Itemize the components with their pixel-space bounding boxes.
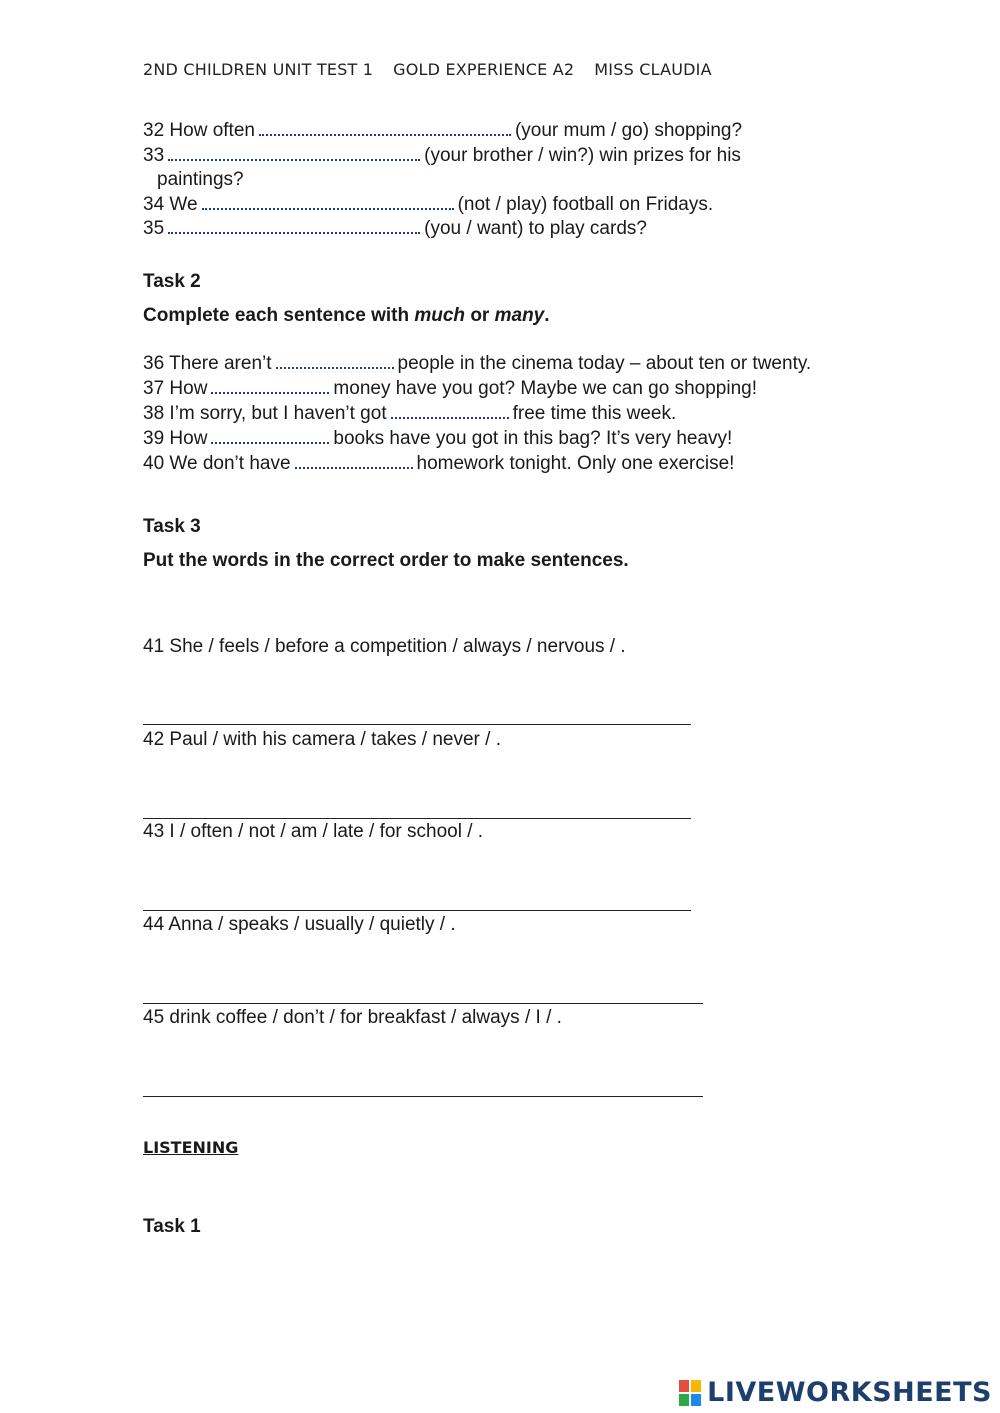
answer-line-43[interactable] [143, 910, 691, 911]
question-37: 37 How money have you got? Maybe we can go shopping! [143, 378, 757, 399]
answer-line-45[interactable] [143, 1096, 703, 1097]
answer-blank-34[interactable] [202, 192, 454, 210]
answer-blank-38[interactable] [391, 401, 509, 419]
listening-task1-title: Task 1 [143, 1216, 201, 1237]
question-32: 32 How often (your mum / go) shopping? [143, 120, 743, 141]
listening-heading: LISTENING [143, 1138, 239, 1157]
answer-blank-37[interactable] [211, 376, 329, 394]
answer-blank-39[interactable] [211, 426, 329, 444]
question-45: 45 drink coffee / don’t / for breakfast / always / I / . [143, 1007, 562, 1028]
question-33-continuation: paintings? [157, 169, 244, 190]
question-41: 41 She / feels / before a competition / always / nervous / . [143, 636, 626, 657]
question-43: 43 I / often / not / am / late / for school / . [143, 821, 484, 842]
question-35: 35 (you / want) to play cards? [143, 218, 647, 239]
answer-blank-40[interactable] [295, 451, 413, 469]
task3-instructions: Put the words in the correct order to make sentences. [143, 550, 629, 571]
liveworksheets-logo [679, 1377, 992, 1408]
answer-line-41[interactable] [143, 724, 691, 725]
answer-line-42[interactable] [143, 818, 691, 819]
question-36: 36 There aren’t people in the cinema today – about ten or twenty. [143, 353, 812, 374]
question-33: 33 (your brother / win?) win prizes for his [143, 145, 741, 166]
header-teacher: MISS CLAUDIA [594, 60, 712, 79]
header-unit-test: 2ND CHILDREN UNIT TEST 1 [143, 60, 374, 79]
answer-blank-35[interactable] [168, 216, 420, 234]
question-40: 40 We don’t have homework tonight. Only one exercise! [143, 453, 735, 474]
answer-blank-33[interactable] [168, 143, 420, 161]
question-34: 34 We (not / play) football on Fridays. [143, 194, 714, 215]
answer-blank-36[interactable] [276, 351, 394, 369]
answer-blank-32[interactable] [259, 118, 511, 136]
answer-line-44[interactable] [143, 1003, 703, 1004]
question-44: 44 Anna / speaks / usually / quietly / . [143, 914, 456, 935]
task3-title: Task 3 [143, 516, 201, 537]
task2-title: Task 2 [143, 271, 201, 292]
question-39: 39 How books have you got in this bag? It’s very heavy! [143, 428, 733, 449]
liveworksheets-logo-text: LIVEWORKSHEETS [707, 1377, 992, 1408]
question-42: 42 Paul / with his camera / takes / never / . [143, 729, 501, 750]
question-38: 38 I’m sorry, but I haven’t got free time this week. [143, 403, 677, 424]
liveworksheets-logo-icon [679, 1380, 701, 1406]
header-course: GOLD EXPERIENCE A2 [393, 60, 575, 79]
page-header [143, 60, 712, 79]
task2-instructions: Complete each sentence with much or many. [143, 305, 550, 326]
